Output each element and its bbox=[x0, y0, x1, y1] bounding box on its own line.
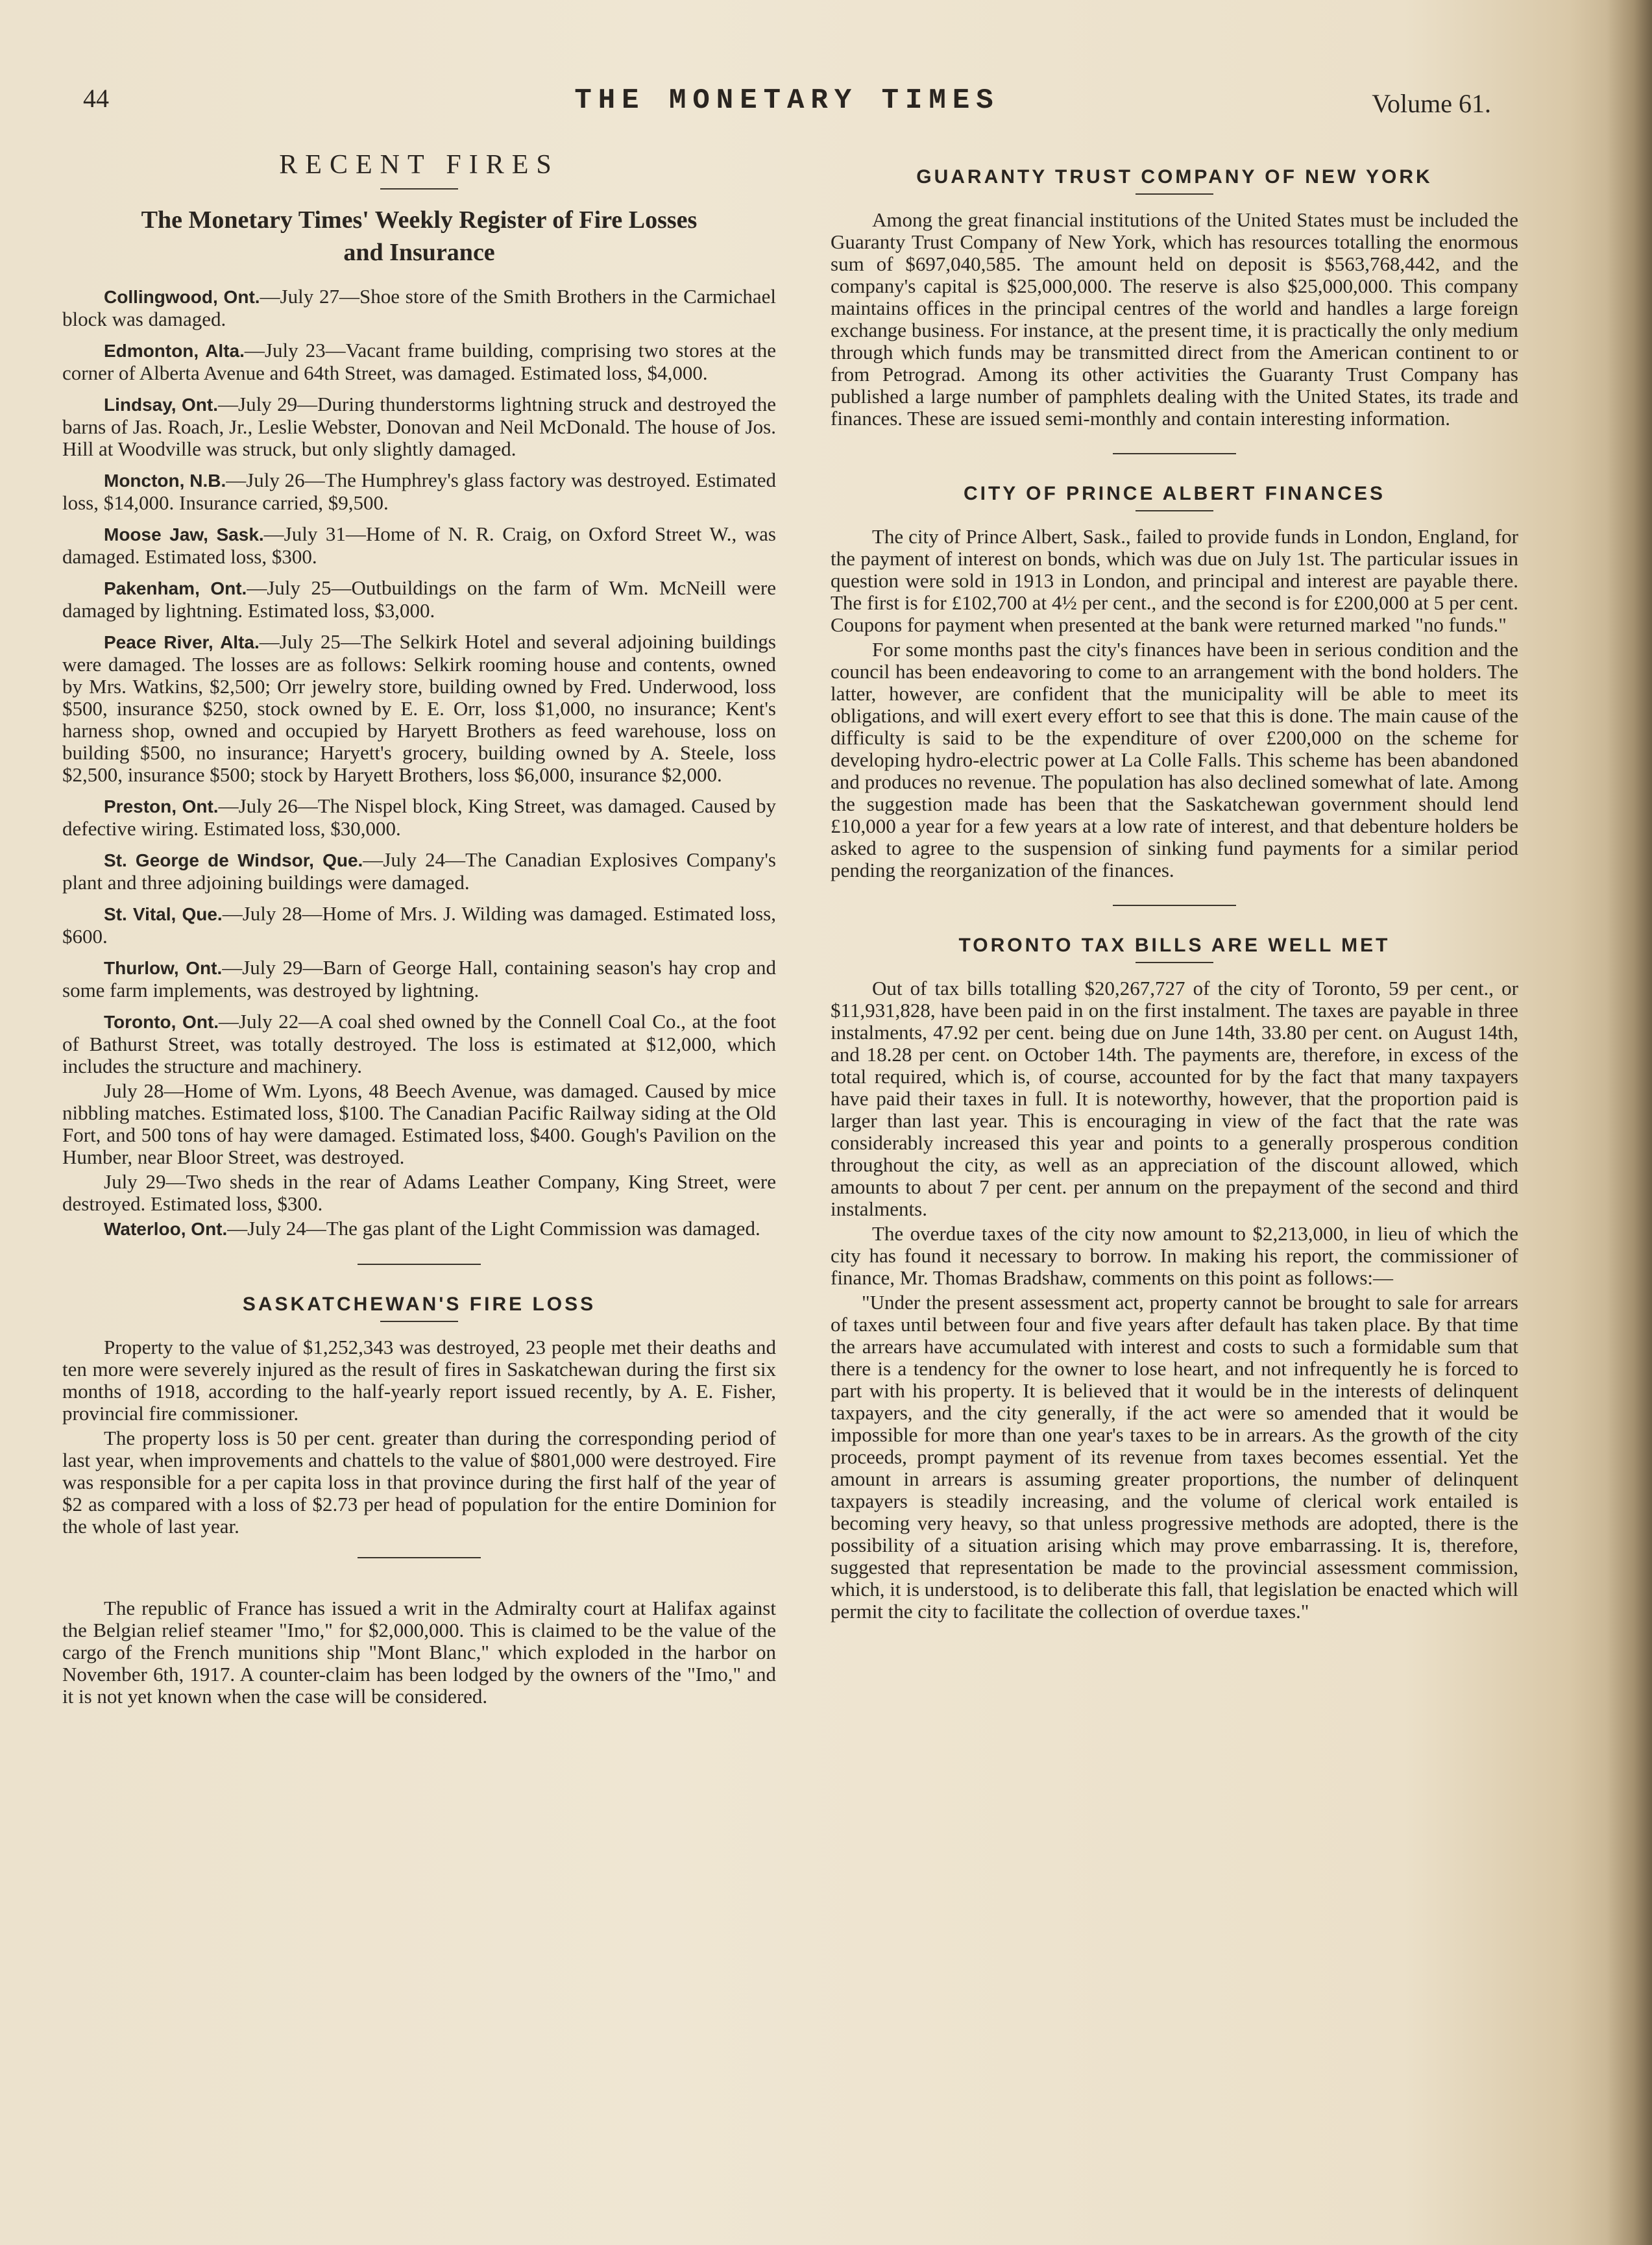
divider bbox=[380, 1321, 458, 1322]
fire-entry bbox=[62, 957, 776, 1001]
quoted-paragraph: "Under the present assessment act, property cannot be brought to sale for arrears of taxes until between four and five years after default has taken place. By that time the arrears have accumulated with interest and costs to such a formidable sum that there is a tendency for the owner to lose heart, and not infrequently he is forced to part with his property. It is believed that it would be in the interests of delinquent taxpayers, and the city generally, if the act were so amended that it would be impossible for more than one year's taxes to be in arrears. As the growth of the city proceeds, prompt payment of its revenue from taxes becomes essential. Yet the amount in arrears is assuming greater proportions, the number of delinquent taxpayers is steadily increasing, and the volume of clerical work entailed is becoming very heavy, so that unless progressive methods are adopted, there is the possibility of a situation arising which may prove embarrassing. It is, therefore, suggested that representation be made to the provincial assessment commission, which, it is understood, is to deliberate this fall, that legislation be enacted which will permit the city to facilitate the collection of overdue taxes." bbox=[831, 1291, 1518, 1623]
body-paragraph: Property to the value of $1,252,343 was destroyed, 23 people met their deaths and ten more were severely injured as the result of fires in Saskatchewan during the first six months of 1918, according to the half-yearly report issued recently, by A. E. Fisher, provincial fire commissioner. bbox=[62, 1336, 776, 1425]
body-paragraph: For some months past the city's finances have been in serious condition and the council has been endeavoring to come to an arrangement with the bond holders. The latter, however, are confident that the municipality will be able to meet its obligations, and will exert every effort to see that this is done. The main cause of the difficulty is said to be the expenditure of over £200,000 on the scheme for developing hydro-electric power at La Colle Falls. This scheme has been abandoned and produces no revenue. The population has also declined somewhat of late. Among the suggestion made has been that the Saskatchewan government should lend £10,000 a year for a few years at a low rate of interest, and that debenture holders be asked to agree to the suspension of sinking fund payments for a similar period pending the reorganization of the finances. bbox=[831, 638, 1518, 881]
sask-fire-loss-title: SASKATCHEWAN'S FIRE LOSS bbox=[242, 1294, 596, 1315]
fire-text: —July 24—The Canadian Explosives Company's plant and three adjoining buildings were damaged. bbox=[62, 848, 776, 894]
fire-location: Waterloo, Ont. bbox=[104, 1219, 228, 1239]
fire-entry-continued: July 28—Home of Wm. Lyons, 48 Beech Avenue, was damaged. Caused by mice nibbling matches. Estimated loss, $100. The Canadian Pacific Railway siding at the Old Fort, and 500 tons of hay were damaged. Estimated loss, $400. Gough's Pavilion on the Humber, near Bloor Street, was destroyed. bbox=[62, 1079, 776, 1168]
fire-entry bbox=[62, 1218, 776, 1240]
fire-text: —July 25—The Selkirk Hotel and several adjoining buildings were damaged. The losses are as follows: Selkirk rooming house and contents, owned by Mrs. Watkins, $2,500; Orr jewelry store, building owned by Fred. Underwood, loss $500, insurance $250, stock owned by E. E. Orr, loss $1,000, no insurance; Kent's harness shop, owned and occupied by Haryett Brothers as feed warehouse, loss on building $500, no insurance; Haryett's grocery, building owned by A. Steele, loss $2,500, insurance $500; stock by Haryett Brothers, loss $6,000, insurance $2,000. bbox=[62, 630, 776, 786]
fire-entry bbox=[62, 849, 776, 894]
fire-entry bbox=[62, 577, 776, 622]
fire-text: —July 24—The gas plant of the Light Commission was damaged. bbox=[227, 1217, 760, 1240]
fire-location: Thurlow, Ont. bbox=[104, 958, 223, 978]
volume-label: Volume 61. bbox=[1372, 89, 1491, 118]
fire-location: Edmonton, Alta. bbox=[104, 341, 245, 361]
fire-entry bbox=[62, 903, 776, 948]
divider bbox=[1136, 962, 1213, 963]
body-paragraph: Among the great financial institutions of the United States must be included the Guaranty Trust Company of New York, which has resources totalling the enormous sum of $697,040,585. The amount held on deposit is $563,768,442, and the company's capital is $25,000,000. The reserve is also $25,000,000. This company maintains offices in the principal centres of the world and handles a large foreign exchange business. For instance, at the present time, it is practically the only medium through which funds may be transmitted direct from the American continent to or from Petrograd. Among its other activities the Guaranty Trust Company has published a large number of pamphlets dealing with the United States, its trade and finances. These are issued semi-monthly and contain interesting information. bbox=[831, 208, 1518, 430]
fire-location: Toronto, Ont. bbox=[104, 1012, 219, 1032]
divider bbox=[1136, 510, 1213, 511]
fire-text: —July 31—Home of N. R. Craig, on Oxford Street W., was damaged. Estimated loss, $300. bbox=[62, 522, 776, 568]
body-paragraph: The property loss is 50 per cent. greater than during the corresponding period of last year, when improvements and chattels to the value of $801,000 were destroyed. Fire was responsible for a per capita loss in that province during the first half of the year of $2 as compared with a loss of $2.73 per head of population for the entire Dominion for the whole of last year. bbox=[62, 1427, 776, 1538]
left-column bbox=[62, 149, 776, 1717]
body-paragraph: Out of tax bills totalling $20,267,727 of the city of Toronto, 59 per cent., or $11,931,828, have been paid in on the first instalment. The taxes are payable in three instalments, 47.92 per cent. being due on June 14th, 33.80 per cent. on August 14th, and 18.28 per cent. on October 14th. The payments are, therefore, in excess of the total required, which is, of course, accounted for by the fact that many taxpayers have paid their taxes in full. It is noteworthy, however, that the proportion paid is larger than last year. This is encouraging in view of the fact that the rate was considerably increased this year and points to a generally prosperous condition throughout the city, as well as an appreciation of the discount allowed, which amounts to about 7 per cent. per annum on the prepayment of the second and third instalments. bbox=[831, 977, 1518, 1220]
divider bbox=[1113, 453, 1236, 454]
fire-entry bbox=[62, 393, 776, 460]
page-header bbox=[83, 77, 1491, 122]
body-paragraph: The overdue taxes of the city now amount to $2,213,000, in lieu of which the city has found it necessary to borrow. In making his report, the commissioner of finance, Mr. Thomas Bradshaw, comments on this point as follows:— bbox=[831, 1222, 1518, 1289]
recent-fires-title: RECENT FIRES bbox=[279, 150, 559, 180]
fire-entry bbox=[62, 286, 776, 330]
body-paragraph: The city of Prince Albert, Sask., failed to provide funds in London, England, for the payment of interest on bonds, which was due on July 1st. The particular issues in question were sold in 1913 in London, and principal and interest are payable there. The first is for £102,700 at 4½ per cent., and the second is for £200,000 at 5 per cent. Coupons for payment when presented at the bank were returned marked "no funds." bbox=[831, 525, 1518, 636]
fire-location: Pakenham, Ont. bbox=[104, 578, 247, 598]
fire-text: —July 26—The Nispel block, King Street, was damaged. Caused by defective wiring. Estimated loss, $30,000. bbox=[62, 794, 776, 840]
guaranty-trust-title: GUARANTY TRUST COMPANY OF NEW YORK bbox=[916, 166, 1433, 188]
fire-location: Preston, Ont. bbox=[104, 796, 219, 816]
divider bbox=[1136, 193, 1213, 195]
fires-subtitle bbox=[62, 204, 776, 269]
fires-subtitle-line1: The Monetary Times' Weekly Register of Fire Losses bbox=[141, 206, 698, 234]
fire-entry bbox=[62, 1011, 776, 1077]
divider bbox=[1113, 905, 1236, 906]
fire-text: —July 27—Shoe store of the Smith Brothers in the Carmichael block was damaged. bbox=[62, 285, 776, 330]
fire-text: —July 25—Outbuildings on the farm of Wm. McNeill were damaged by lightning. Estimated loss, $3,000. bbox=[62, 576, 776, 622]
fire-text: —July 29—Barn of George Hall, containing season's hay crop and some farm implements, was destroyed by lightning. bbox=[62, 956, 776, 1001]
body-paragraph: The republic of France has issued a writ in the Admiralty court at Halifax against the Belgian relief steamer "Imo," for $2,000,000. This is claimed to be the value of the cargo of the French munitions ship "Mont Blanc," which exploded in the harbor on November 6th, 1917. A counter-claim has been lodged by the owners of the "Imo," and it is not yet known when the case will be considered. bbox=[62, 1597, 776, 1708]
divider bbox=[380, 188, 458, 190]
fire-location: Lindsay, Ont. bbox=[104, 395, 218, 415]
right-column bbox=[831, 149, 1518, 1632]
fire-text: —July 26—The Humphrey's glass factory was destroyed. Estimated loss, $14,000. Insurance carried, $9,500. bbox=[62, 469, 776, 514]
fire-location: Peace River, Alta. bbox=[104, 632, 260, 652]
prince-albert-title: CITY OF PRINCE ALBERT FINANCES bbox=[963, 483, 1386, 504]
page-number: 44 bbox=[83, 84, 109, 113]
fire-location: St. Vital, Que. bbox=[104, 904, 223, 924]
page-edge-shadow bbox=[1607, 0, 1652, 2245]
toronto-tax-title: TORONTO TAX BILLS ARE WELL MET bbox=[958, 935, 1391, 956]
fire-location: Moncton, N.B. bbox=[104, 471, 226, 491]
divider bbox=[358, 1557, 481, 1558]
publication-title: THE MONETARY TIMES bbox=[574, 84, 1000, 117]
fire-entry bbox=[62, 631, 776, 786]
fire-text: —July 22—A coal shed owned by the Connell Coal Co., at the foot of Bathurst Street, was totally destroyed. The loss is estimated at $12,000, which includes the structure and machinery. bbox=[62, 1010, 776, 1077]
fire-entry bbox=[62, 523, 776, 568]
fire-text: —July 28—Home of Mrs. J. Wilding was damaged. Estimated loss, $600. bbox=[62, 902, 776, 948]
fire-text: —July 29—During thunderstorms lightning struck and destroyed the barns of Jas. Roach, Jr., Leslie Webster, Donovan and Neil McDonald. The house of Jos. Hill at Woodville was struck, but only slightly damaged. bbox=[62, 393, 776, 460]
fires-subtitle-line2: and Insurance bbox=[343, 239, 495, 266]
fire-text: —July 23—Vacant frame building, comprising two stores at the corner of Alberta Avenue and 64th Street, was damaged. Estimated loss, $4,000. bbox=[62, 339, 777, 384]
fire-location: Moose Jaw, Sask. bbox=[104, 524, 264, 545]
fire-location: Collingwood, Ont. bbox=[104, 287, 260, 307]
fire-entry bbox=[62, 469, 776, 514]
fire-entry bbox=[62, 339, 776, 384]
divider bbox=[358, 1264, 481, 1265]
fire-location: St. George de Windsor, Que. bbox=[104, 850, 363, 870]
fire-entry-continued: July 29—Two sheds in the rear of Adams Leather Company, King Street, were destroyed. Estimated loss, $300. bbox=[62, 1170, 776, 1215]
fire-entry bbox=[62, 795, 776, 840]
